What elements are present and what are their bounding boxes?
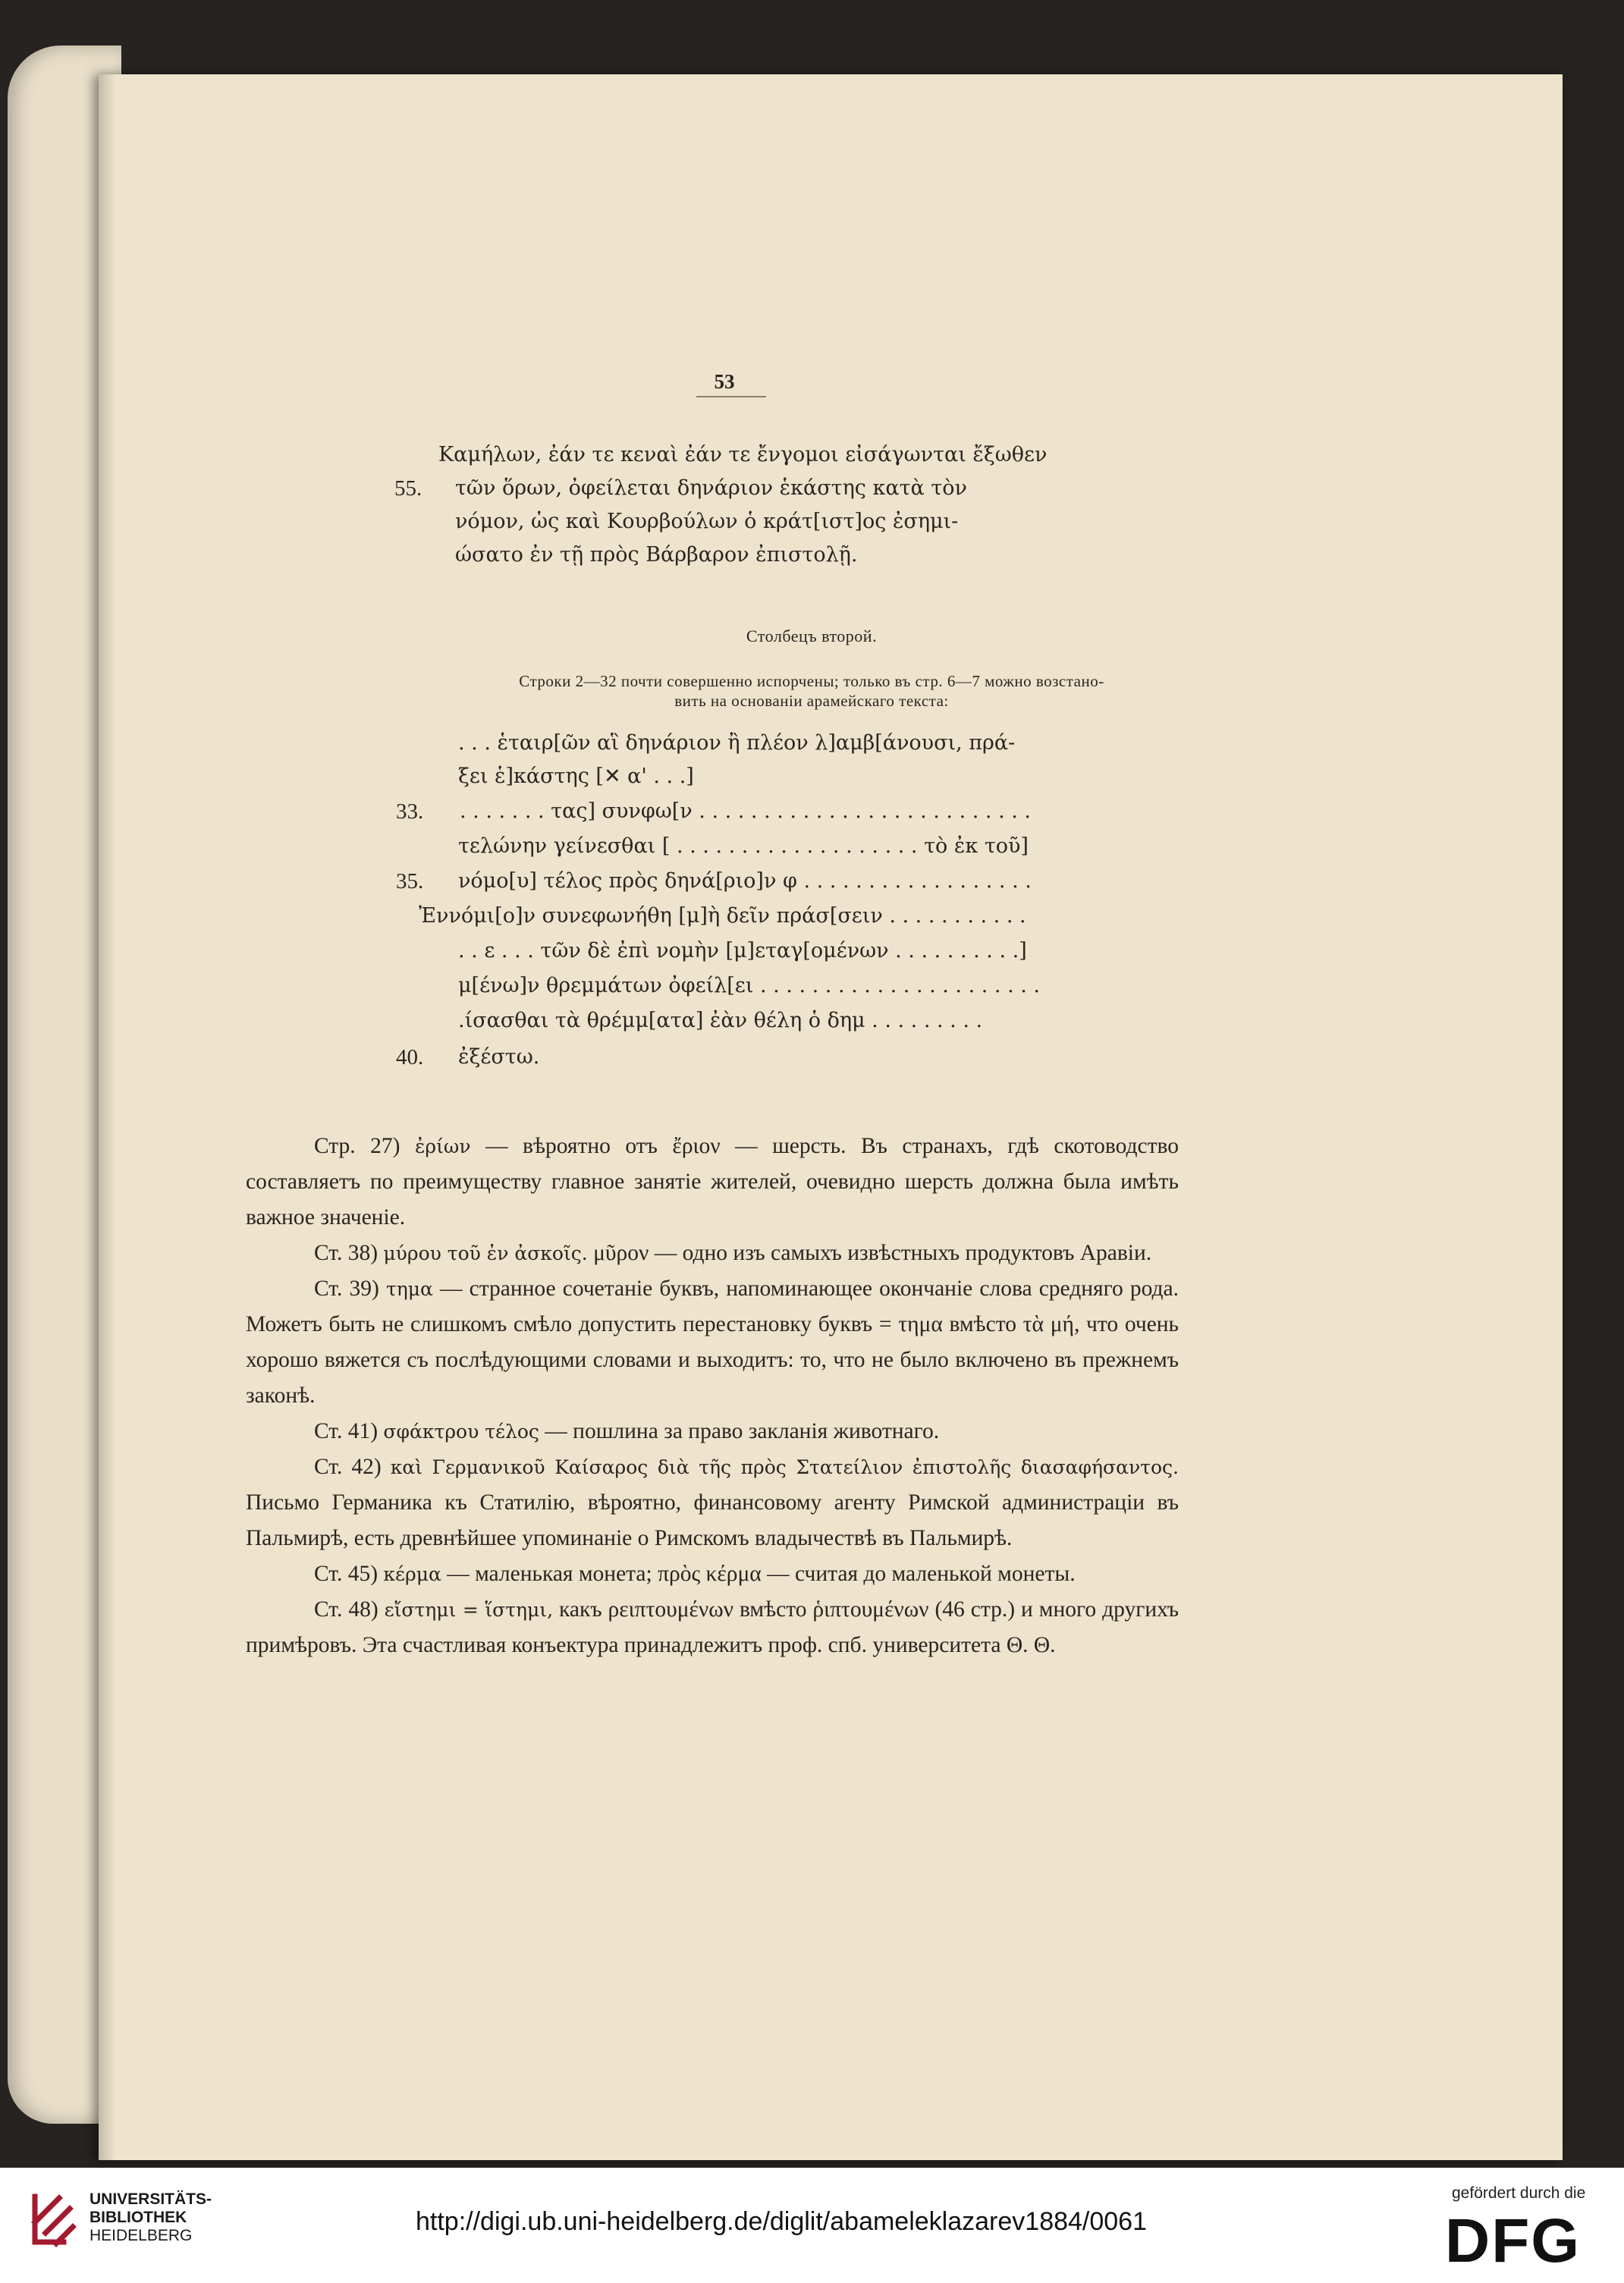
column-heading: Столбецъ второй. xyxy=(746,626,878,645)
note-reference: Ст. 38) xyxy=(314,1241,379,1265)
note-text: — странное сочетаніе буквъ, напоминающее окончаніе слова средняго рода. Можетъ быть не слишкомъ смѣло допустить перестановку буквъ = τημα вмѣсто τὰ μή, что очень хорошо вяжется съ послѣдующими словами и выходитъ: то, что не было включено въ прежнемъ законѣ. xyxy=(246,1277,1180,1408)
note-paragraph xyxy=(246,1236,1179,1271)
note-text: какъ ρειπτουμένων вмѣсто ῥιπτουμένων (46 стр.) и много другихъ примѣровъ. Эта счастливая конъектура принадлежитъ проф. спб. университета Θ. Θ. xyxy=(246,1597,1179,1657)
commentary-notes xyxy=(246,1129,1179,1663)
line-number: 33. xyxy=(396,799,424,824)
note-reference: Ст. 39) xyxy=(314,1277,379,1301)
greek-line: Καμήλων, ἐάν τε κεναὶ ἐάν τε ἔνγομοι εἰσάγωνται ἔξωθεν xyxy=(438,443,1048,466)
page-number-rule xyxy=(696,396,766,397)
note-reference: Ст. 48) xyxy=(314,1597,379,1622)
library-name-line: UNIVERSITÄTS- xyxy=(90,2190,212,2208)
greek-line: νόμον, ὡς καὶ Κουρβούλων ὁ κράτ[ιστ]ος ἐσημι- xyxy=(455,510,959,533)
column-note-line: Строки 2—32 почти совершенно испорчены; только въ стр. 6—7 можно возстано- xyxy=(519,672,1104,690)
line-number: 35. xyxy=(396,869,424,893)
page-number: 53 xyxy=(714,370,735,393)
note-greek-term: εἴστημι = ἵστημι, xyxy=(384,1599,554,1621)
footer-bar xyxy=(0,2168,1624,2283)
university-library-logo-icon[interactable] xyxy=(26,2189,79,2250)
greek-line: τῶν ὅρων, ὀφείλεται δηνάριον ἑκάστης κατὰ τὸν xyxy=(455,476,967,500)
page-gutter-shadow xyxy=(99,74,115,2160)
library-name-line: HEIDELBERG xyxy=(90,2227,193,2244)
note-text: — маленькая монета; πρὸς κέρμα — считая до маленькой монеты. xyxy=(447,1562,1076,1586)
greek-line: ώσατο ἐν τῇ πρὸς Βάρβαρον ἐπιστολῇ. xyxy=(455,543,858,567)
note-greek-term: σφάκτρου τέλος xyxy=(383,1421,539,1443)
funded-by-label: gefördert durch die xyxy=(1452,2184,1586,2202)
greek-line: . . . . . . . τας] συνφω[ν . . . . . . . . . . . . . . . . . . . . . . . . . . xyxy=(460,799,1031,823)
note-reference: Ст. 45) xyxy=(314,1562,379,1586)
note-paragraph xyxy=(246,1271,1179,1414)
note-greek-term: κέρμα xyxy=(383,1563,441,1585)
note-text: Письмо Германика къ Статилію, вѣроятно, финансовому агенту Римской администраціи въ Пальмирѣ, есть древнѣйшее упоминаніе о Римскомъ владычествѣ въ Пальмирѣ. xyxy=(246,1490,1179,1550)
greek-line: τελώνην γείνεσθαι [ . . . . . . . . . . . . . . . . . . . τὸ ἐκ τοῦ] xyxy=(458,834,1029,858)
greek-line: . . . ἑταιρ[ῶν αἳ δηνάριον ἢ πλέον λ]αμβ[άνουσι, πρά- xyxy=(458,731,1016,755)
note-paragraph xyxy=(246,1592,1179,1663)
library-name-line: BIBLIOTHEK xyxy=(90,2209,187,2226)
note-reference: Ст. 41) xyxy=(314,1419,379,1443)
line-number: 40. xyxy=(396,1045,424,1069)
note-text: μῦρον — одно изъ самыхъ извѣстныхъ продуктовъ Аравіи. xyxy=(593,1241,1152,1265)
permalink-url[interactable]: http://digi.ub.uni-heidelberg.de/diglit/abameleklazarev1884/0061 xyxy=(416,2207,1148,2236)
greek-line: ξει ἑ]κάστης [✕ α' . . .] xyxy=(458,765,694,788)
note-reference: Стр. 27) xyxy=(314,1134,401,1158)
note-paragraph xyxy=(246,1129,1179,1236)
note-text: — пошлина за право закланія животнаго. xyxy=(545,1419,940,1443)
greek-line: .ίσασθαι τὰ θρέμμ[ατα] ἐὰν θέλη ὁ δημ . . . . . . . . . xyxy=(458,1009,983,1032)
note-greek-term: καὶ Γερμανικοῦ Καίσαρος διὰ τῆς πρὸς Στατείλιον ἐπιστολῆς διασαφήσαντος. xyxy=(390,1456,1179,1478)
note-paragraph xyxy=(246,1556,1179,1592)
greek-line: νόμο[υ] τέλος πρὸς δηνά[ριο]ν φ . . . . . . . . . . . . . . . . . . xyxy=(458,869,1032,893)
note-paragraph xyxy=(246,1414,1179,1449)
note-text: — вѣроятно отъ ἔριον — шерсть. Въ странахъ, гдѣ скотоводство составляетъ по преимуществу главное занятіе жителей, очевидно шерсть должна была имѣть важное значеніе. xyxy=(246,1134,1180,1229)
greek-line: ἐξέστω. xyxy=(458,1045,540,1069)
greek-line: μ[ένω]ν θρεμμάτων ὀφείλ[ει . . . . . . . . . . . . . . . . . . . . . . xyxy=(458,974,1041,997)
column-note-line: вить на основаніи арамейскаго текста: xyxy=(674,692,949,710)
note-paragraph xyxy=(246,1449,1179,1556)
note-reference: Ст. 42) xyxy=(314,1455,382,1479)
greek-line: Ἐννόμι[ο]ν συνεφωνήθη [μ]ὴ δεῖν πράσ[σειν . . . . . . . . . . . xyxy=(419,904,1026,928)
university-library-name xyxy=(90,2190,212,2245)
dfg-logo[interactable]: DFG xyxy=(1445,2206,1582,2275)
greek-line: . . ε . . . τῶν δὲ ἐπὶ νομὴν [μ]εταγ[ομένων . . . . . . . . . .] xyxy=(458,939,1027,963)
note-greek-term: ἐρίων xyxy=(415,1135,471,1157)
book-page xyxy=(99,74,1563,2160)
line-number: 55. xyxy=(394,476,422,501)
note-greek-term: τημα xyxy=(385,1278,433,1300)
note-greek-term: μύρου τοῦ ἐν ἀσκοῖς. xyxy=(383,1242,588,1264)
